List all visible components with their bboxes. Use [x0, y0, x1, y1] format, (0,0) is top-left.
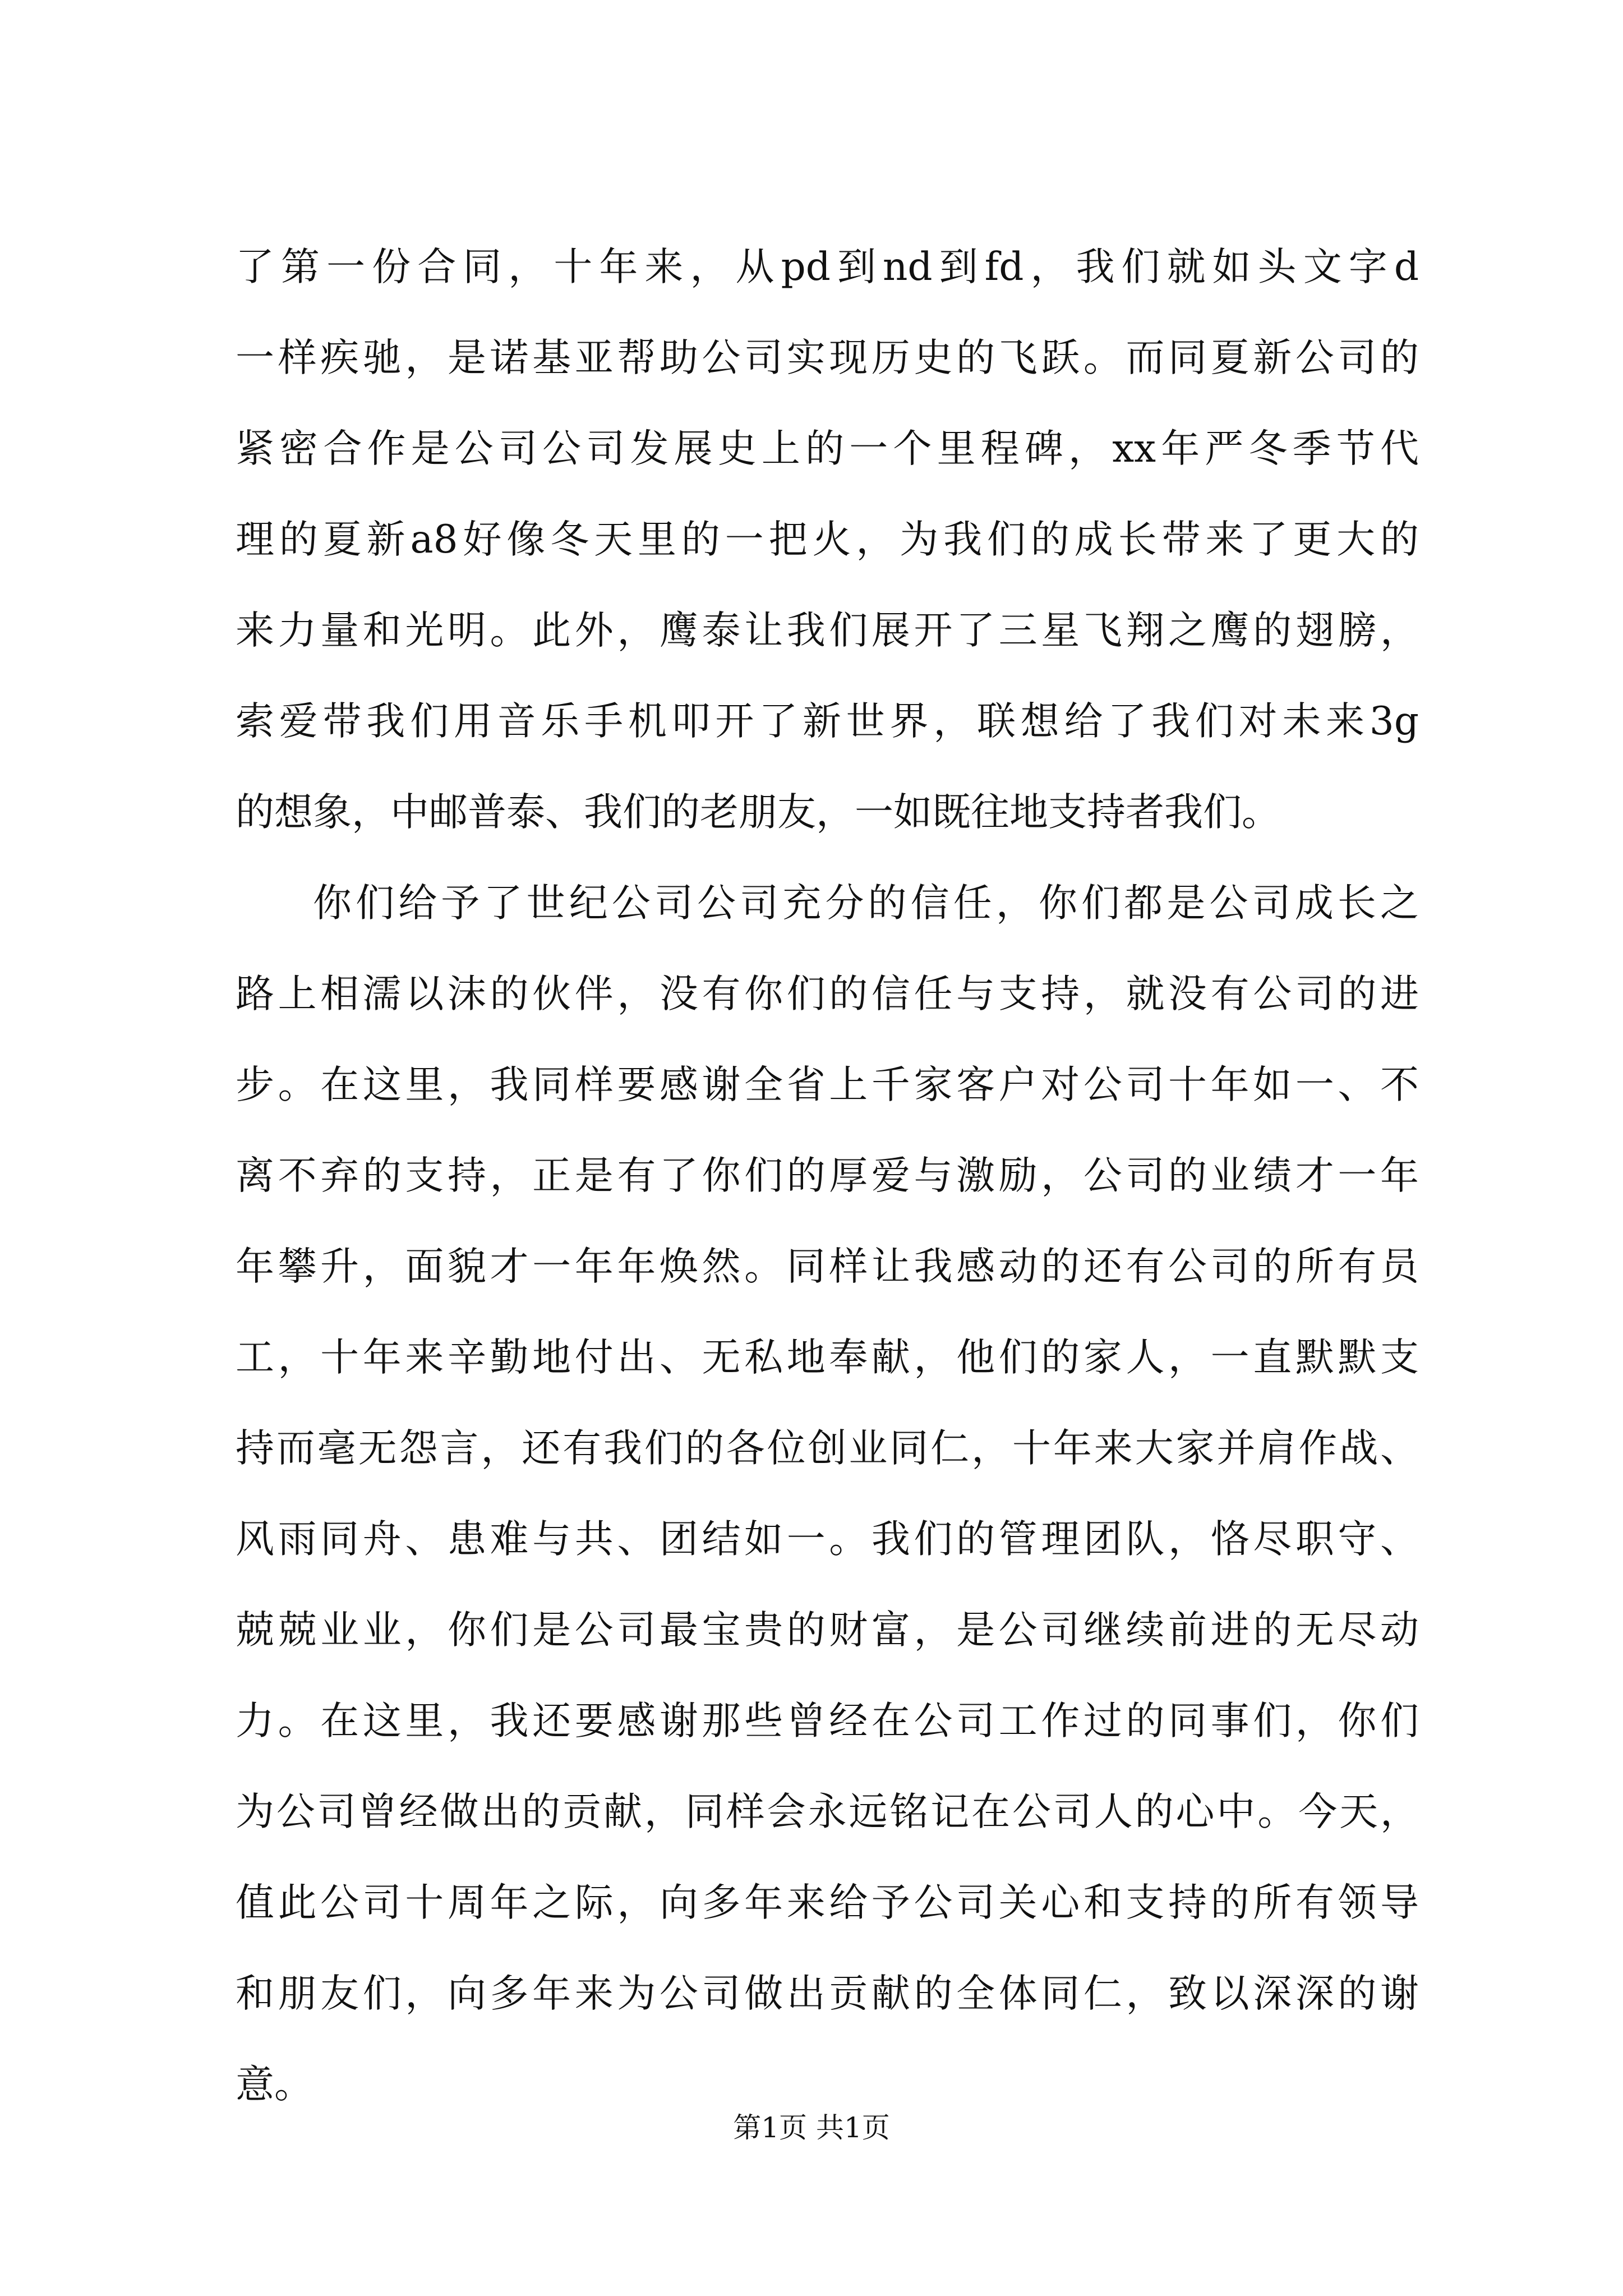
text-line: 力。在这里，我还要感谢那些曾经在公司工作过的同事们，你们	[236, 1699, 1419, 1743]
text-line: 一样疾驰，是诺基亚帮助公司实现历史的飞跃。而同夏新公司的	[236, 335, 1419, 380]
text-line: 工，十年来辛勤地付出、无私地奉献，他们的家人，一直默默支	[236, 1335, 1419, 1380]
text-line: 来力量和光明。此外，鹰泰让我们展开了三星飞翔之鹰的翅膀，	[236, 608, 1419, 653]
text-line: 意。	[236, 2062, 313, 2107]
paragraph-first-line: 你们给予了世纪公司公司充分的信任，你们都是公司成长之	[313, 881, 1419, 926]
text-line: 紧密合作是公司公司发展史上的一个里程碑，xx年严冬季节代	[236, 426, 1419, 471]
text-line: 年攀升，面貌才一年年焕然。同样让我感动的还有公司的所有员	[236, 1244, 1419, 1289]
text-line: 离不弃的支持，正是有了你们的厚爱与激励，公司的业绩才一年	[236, 1153, 1419, 1198]
text-line: 理的夏新a8好像冬天里的一把火，为我们的成长带来了更大的	[236, 517, 1419, 562]
text-line: 为公司曾经做出的贡献，同样会永远铭记在公司人的心中。今天，	[236, 1789, 1419, 1834]
text-line: 的想象，中邮普泰、我们的老朋友，一如既往地支持者我们。	[236, 790, 1280, 835]
page-footer: 第1页 共1页	[733, 2111, 890, 2144]
text-line: 风雨同舟、患难与共、团结如一。我们的管理团队，恪尽职守、	[236, 1517, 1419, 1562]
text-line: 索爱带我们用音乐手机叩开了新世界，联想给了我们对未来3g	[236, 699, 1419, 744]
text-line: 持而毫无怨言，还有我们的各位创业同仁，十年来大家并肩作战、	[236, 1426, 1419, 1471]
text-line: 值此公司十周年之际，向多年来给予公司关心和支持的所有领导	[236, 1880, 1419, 1925]
text-line: 路上相濡以沫的伙伴，没有你们的信任与支持，就没有公司的进	[236, 972, 1419, 1016]
body-text	[236, 222, 1419, 2130]
text-line: 兢兢业业，你们是公司最宝贵的财富，是公司继续前进的无尽动	[236, 1608, 1419, 1653]
text-line: 和朋友们，向多年来为公司做出贡献的全体同仁，致以深深的谢	[236, 1971, 1419, 2016]
text-line: 步。在这里，我同样要感谢全省上千家客户对公司十年如一、不	[236, 1062, 1419, 1107]
text-line: 了第一份合同，十年来，从pd到nd到fd，我们就如头文字d	[236, 245, 1419, 289]
